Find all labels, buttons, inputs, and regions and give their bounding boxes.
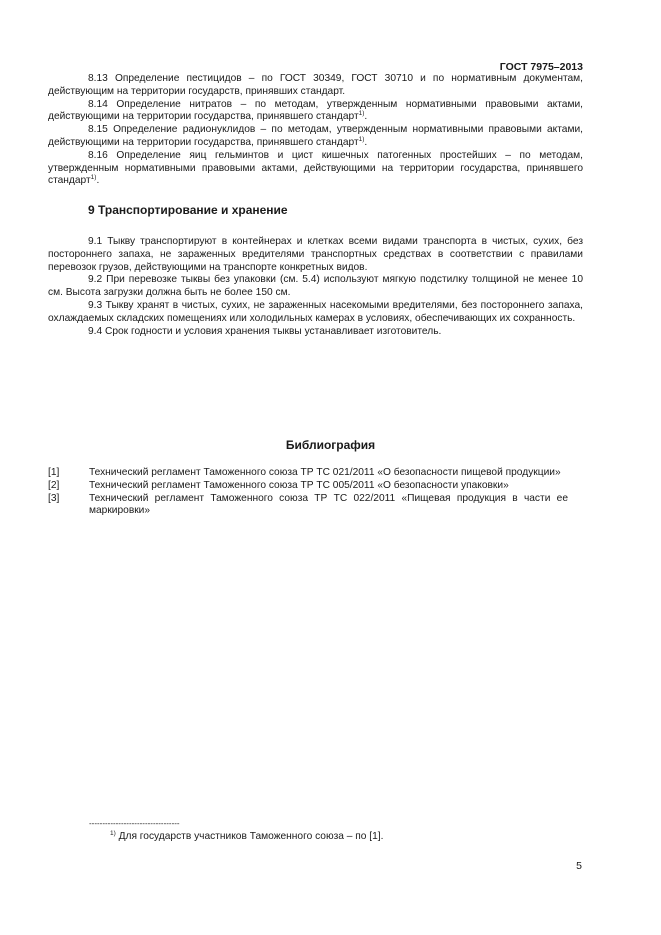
footnote-separator: ---------------------------------- <box>89 819 180 828</box>
bibliography-item <box>48 480 568 493</box>
bibliography-title: Библиография <box>285 438 376 452</box>
paragraph-9-3: 9.3 Тыкву хранят в чистых, сухих, не зараженных насекомыми вредителями, без постороннего запаха, охлаждаемых складских помещениях или холодильных камерах в условиях, обеспечивающих их сохранность. <box>48 299 583 324</box>
paragraph-8-14: 8.14 Определение нитратов – по методам, утвержденным нормативными правовыми актами, действующими на территории государства, принявшего стандарт$^{1)}$. <box>48 98 583 123</box>
bibliography-item-number: [3] <box>48 492 60 504</box>
paragraph-8-13: 8.13 Определение пестицидов – по ГОСТ 30349, ГОСТ 30710 и по нормативным документам, действующим на территории государств, принявших стандарт. <box>48 73 583 97</box>
bibliography-item-text: Технический регламент Таможенного союза ТР ТС 022/2011 «Пищевая продукция в части ее маркировки» <box>89 492 568 517</box>
footnote-ref[interactable]: 1) <box>358 135 365 143</box>
footnote-mark: 1) <box>110 830 116 837</box>
bibliography-item <box>48 493 568 519</box>
bibliography-item <box>48 467 568 480</box>
paragraph-8-16: 8.16 Определение яиц гельминтов и цист кишечных патогенных простейших – по методам, утвержденным нормативными правовыми актами, действующими на территории государства, принявшего стандарт$^{1)}$. <box>48 149 583 187</box>
paragraph-9-2: 9.2 При перевозке тыквы без упаковки (см. 5.4) используют мягкую подстилку толщиной не менее 10 см. Высота загрузки должна быть не более 150 см. <box>48 274 583 299</box>
section-9-text <box>48 236 583 338</box>
footnote <box>110 831 383 844</box>
bibliography-item-text: Технический регламент Таможенного союза ТР ТС 021/2011 «О безопасности пищевой продукции» <box>89 467 561 478</box>
bibliography-item-text: Технический регламент Таможенного союза ТР ТС 005/2011 «О безопасности упаковки» <box>89 479 509 491</box>
footnote-text: Для государств участников Таможенного союза – по [1]. <box>115 831 384 842</box>
footnote-ref[interactable]: 1) <box>358 110 365 118</box>
bibliography-item-number: [1] <box>48 467 60 478</box>
paragraph-9-1: 9.1 Тыкву транспортируют в контейнерах и клетках всеми видами транспорта в чистых, сухих, без постороннего запаха, не зараженных вредителями транспортных средствах в соответствии с правилами перевозок грузов, действующими на транспорте конкретных видов. <box>48 236 583 273</box>
section-9-heading: 9 Транспортирование и хранение <box>88 203 288 217</box>
section-8-text <box>48 73 583 188</box>
document-header: ГОСТ 7975–2013 <box>499 61 583 73</box>
bibliography-list <box>48 467 568 518</box>
paragraph-8-15: 8.15 Определение радионуклидов – по методам, утвержденным нормативными правовыми актами, действующими на территории государства, принявшего стандарт$^{1)}$. <box>48 124 583 148</box>
paragraph-9-4: 9.4 Срок годности и условия хранения тыквы устанавливает изготовитель. <box>88 325 442 337</box>
footnote-ref[interactable]: 1) <box>90 174 97 182</box>
page-number: 5 <box>576 860 582 872</box>
bibliography-item-number: [2] <box>48 479 60 491</box>
